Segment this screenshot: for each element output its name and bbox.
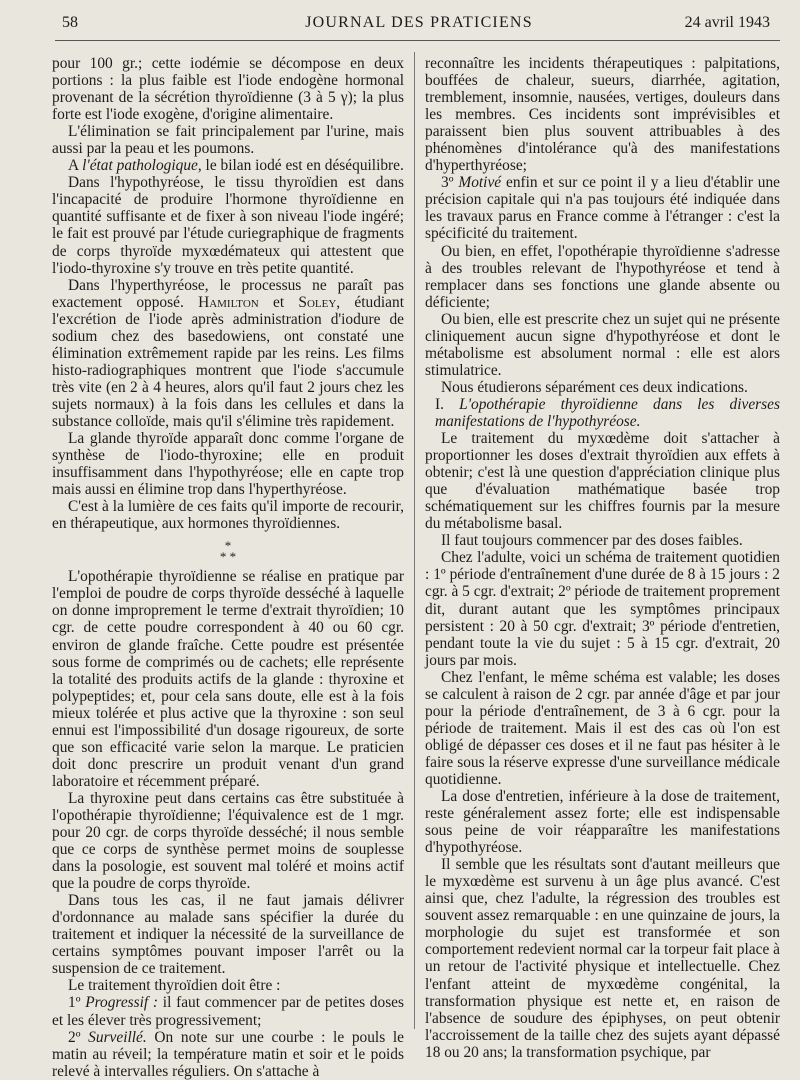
page-number: 58 [62,14,78,31]
section-title: L'opothérapie thyroïdienne dans les diverses manifestations de l'hypothyréose. [435,395,780,430]
paragraph: A l'état pathologique, le bilan iodé est en déséquilibre. [68,157,404,175]
emphasis: Motivé [458,174,502,192]
author-name: Hamilton [198,293,259,311]
paragraph: Il faut toujours commencer par des doses faibles. [441,532,743,550]
journal-title: JOURNAL DES PRATICIENS [305,14,533,31]
paragraph: Ou bien, en effet, l'opothérapie thyroïdienne s'adresse à des troubles relevant de l'hypothyréose et tend à remplacer dans ses fonctions une glande absente ou déficiente; [425,242,780,311]
paragraph: Nous étudierons séparément ces deux indications. [441,378,748,396]
left-column [52,55,404,1080]
paragraph: Le traitement du myxœdème doit s'attacher à proportionner les doses d'extrait thyroïdien aux effets à obtenir; c'est là une question d'appréciation clinique plus que d'évaluation mathématique basée trop schématiquement sur les chiffres fournis par la mesure du métabolisme basal. [425,430,780,533]
paragraph: C'est à la lumière de ces faits qu'il importe de recourir, en thérapeutique, aux hormones thyroïdiennes. [52,498,404,533]
paragraph: 1º Progressif : il faut commencer par de petites doses et les élever très progressivement; [52,994,404,1029]
author-name: Soley [298,293,337,311]
paragraph: 3º Motivé enfin et sur ce point il y a lieu d'établir une précision capitale qui n'a pas toujours été indiquée dans les travaux parus en France comme à l'étranger : c'est la spécificité du traitement. [425,174,780,243]
paragraph: pour 100 gr.; cette iodémie se décompose en deux portions : la plus faible est l'iode endogène hormonal provenant de la sécrétion thyroïdienne (3 à 5 γ); la plus forte est l'iode exogène, d'origine alimentaire. [52,55,404,124]
emphasis: Surveillé. [88,1028,147,1046]
paragraph: La dose d'entretien, inférieure à la dose de traitement, reste généralement assez forte; elle est indispensable sous peine de voir réapparaître les manifestations d'hypothyréose. [425,788,780,857]
paragraph: Dans tous les cas, il ne faut jamais délivrer d'ordonnance au malade sans spécifier la durée du traitement et indiquer la nécessité de la surveillance de certains symptômes pouvant imposer l'arrêt ou la suspension de ce traitement. [52,892,404,978]
section-separator: * * * [219,538,237,565]
right-column [425,55,780,1061]
paragraph: L'opothérapie thyroïdienne se réalise en pratique par l'emploi de poudre de corps thyroïde desséché à laquelle on donne improprement le terme d'extrait thyroïdien; 10 cgr. de cette poudre correspondent à 40 ou 60 cgr. environ de glande fraîche. Cette poudre est présentée sous forme de comprimés ou de cachets; elle représente la totalité des produits actifs de la glande : thyroxine et polypeptides; et, pour cela sans doute, elle est à la fois mieux tolérée et plus active que la thyroxine : son seul ennui est l'impossibilité d'un dosage rigoureux, de sorte que son efficacité varie selon la marque. Le praticien doit donc prescrire un produit venant d'un grand laboratoire et récemment préparé. [52,568,404,790]
paragraph: Chez l'adulte, voici un schéma de traitement quotidien : 1º période d'entraînement d'une durée de 8 à 15 jours : 2 cgr. à 5 cgr. d'extrait; 2º période de traitement proprement dit, durant autant que les symptômes principaux persistent : 20 à 50 cgr. d'extrait; 3º période d'entretien, pendant toute la vie du sujet : 5 à 15 cgr. d'extrait, 20 jours par mois. [425,549,780,669]
header-rule [55,40,780,41]
emphasis: l'état pathologique [82,157,198,175]
emphasis: Progressif : [85,994,159,1012]
paragraph: La thyroxine peut dans certains cas être substituée à l'opothérapie thyroïdienne; l'équivalence est de 1 mgr. pour 20 cgr. de corps thyroïde desséché; il nous semble que ce corps de synthèse permet moins de souplesse dans la posologie, est souvent mal toléré et moins actif que la poudre de corps thyroïde. [52,789,404,893]
paragraph: Ou bien, elle est prescrite chez un sujet qui ne présente cliniquement aucun signe d'hypothyréose et dont le métabolisme est absolument normal : elle est alors stimulatrice. [425,310,780,379]
paragraph: Chez l'enfant, le même schéma est valable; les doses se calculent à raison de 2 cgr. par année d'âge et par jour pour la période d'entraînement, de 3 à 6 cgr. pour la période de traitement. Mais il est des cas où l'on est obligé de dépasser ces doses et il ne faut pas hésiter à le faire sous la réserve expresse d'une surveillance médicale quotidienne. [425,668,780,788]
paragraph: Dans l'hypothyréose, le tissu thyroïdien est dans l'incapacité de produire l'hormone thyroïdienne en quantité suffisante et de fixer à son niveau l'iode ingéré; le fait est prouvé par l'étude curiegraphique de fragments de corps thyroïde myxœdémateux qui attestent que l'iodo-thyroxine s'y trouve en très petite quantité. [52,174,404,277]
page-header [60,14,778,40]
issue-date: 24 avril 1943 [684,14,770,31]
paragraph: L'élimination se fait principalement par l'urine, mais aussi par la peau et les poumons. [52,123,404,158]
section-heading: I. L'opothérapie thyroïdienne dans les diverses manifestations de l'hypothyréose. [435,395,780,430]
paragraph: Il semble que les résultats sont d'autant meilleurs que le myxœdème est survenu à un âge plus avancé. C'est ainsi que, chez l'adulte, la régression des troubles est souvent assez remarquable : en une quinzaine de jours, la morphologie du sujet est transformée et son comportement redevient normal car la torpeur fait place à un retour de l'activité physique et intellectuelle. Chez l'enfant atteint de myxœdème congénital, la transformation physique est nette et, en raison de l'absence de soudure des épiphyses, on peut obtenir l'accroissement de la taille chez des sujets ayant dépassé 18 ou 20 ans; la transformation psychique, par [425,856,780,1061]
paragraph: Dans l'hyperthyréose, le processus ne paraît pas exactement opposé. Hamilton et Soley, étudiant l'excrétion de l'iode après administration d'iodure de sodium chez des basedowiens, ont constaté une élimination extrêmement rapide par les reins. Les films histo-radiographiques montrent que l'iode s'accumule très vite (en 2 à 4 heures, alors qu'il faut 2 jours chez les sujets normaux) à la fois dans les cellules et dans la substance colloïde, mais qu'il s'élimine très rapidement. [52,276,404,430]
paragraph: 2º Surveillé. On note sur une courbe : le pouls le matin au réveil; la température matin et soir et le poids relevé à intervalles réguliers. On s'attache à [52,1028,404,1080]
paragraph: Le traitement thyroïdien doit être : [68,977,281,995]
paragraph: reconnaître les incidents thérapeutiques : palpitations, bouffées de chaleur, sueurs, diarrhée, agitation, tremblement, insomnie, nausées, vertiges, douleurs dans les membres. Ces incidents sont imprévisibles et paraissent bien plus souvent attribuables à des phénomènes d'intolérance qu'à des manifestations d'hyperthyréose; [425,55,780,175]
column-divider [414,52,415,1029]
paragraph: La glande thyroïde apparaît donc comme l'organe de synthèse de l'iodo-thyroxine; elle en produit insuffisamment dans l'hypothyréose; elle en capte trop mais aussi en élimine trop dans l'hyperthyréose. [52,430,404,499]
